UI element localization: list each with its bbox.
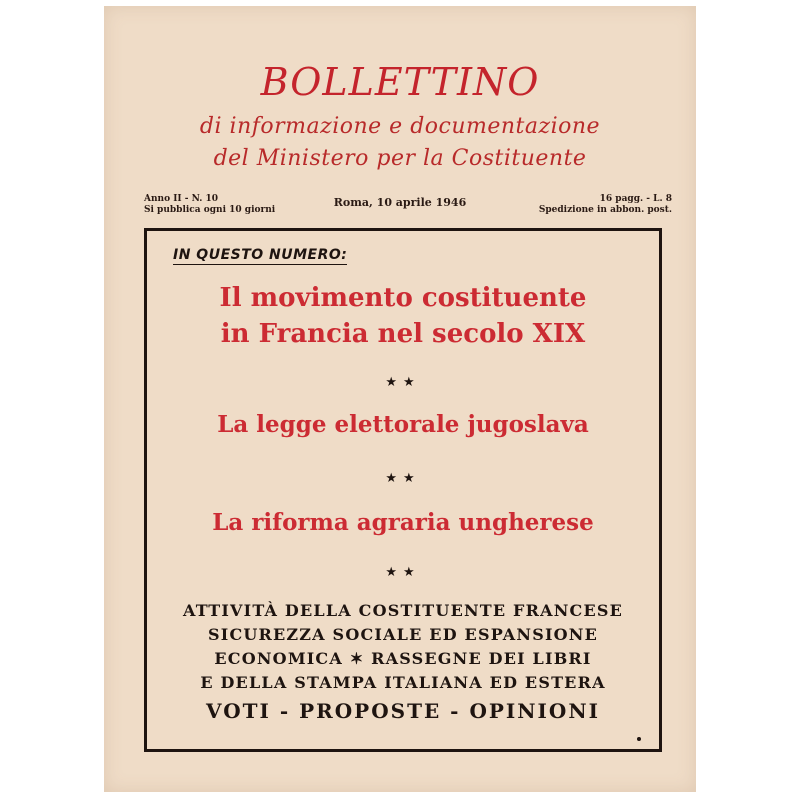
headline-3: La riforma agraria ungherese — [212, 509, 594, 536]
headline-1-line-2: in Francia nel secolo XIX — [220, 319, 586, 349]
document-page — [104, 6, 696, 792]
masthead-title: BOLLETTINO — [260, 60, 540, 104]
contents-label: IN QUESTO NUMERO: — [173, 247, 348, 263]
shipping-info: Spedizione in abbon. post. — [538, 205, 672, 215]
issue-number: Anno II - N. 10 — [144, 194, 219, 204]
headline-2: La legge elettorale jugoslava — [217, 411, 589, 438]
publication-frequency: Si pubblica ogni 10 giorni — [144, 205, 276, 215]
date-place: Roma, 10 aprile 1946 — [333, 196, 467, 209]
masthead-subtitle-line2: del Ministero per la Costituente — [213, 146, 587, 171]
headline-1-line-1: Il movimento costituente — [219, 283, 587, 313]
contents-list-line-2: SICUREZZA SOCIALE ED ESPANSIONE — [208, 625, 598, 644]
star-separator-1: ★★ — [385, 375, 421, 390]
ink-dot — [637, 737, 641, 741]
star-separator-3: ★★ — [385, 565, 421, 580]
star-separator-2: ★★ — [385, 471, 421, 486]
contents-final-line: VOTI - PROPOSTE - OPINIONI — [206, 699, 600, 723]
contents-list-line-1: ATTIVITÀ DELLA COSTITUENTE FRANCESE — [182, 601, 624, 620]
price-info — [539, 194, 672, 216]
pages-price: 16 pagg. - L. 8 — [599, 194, 672, 204]
masthead-subtitle-line1: di informazione e documentazione — [199, 114, 601, 139]
contents-frame — [144, 228, 662, 752]
contents-list-line-4: E DELLA STAMPA ITALIANA ED ESTERA — [200, 673, 606, 692]
contents-list-line-3: ECONOMICA ✶ RASSEGNE DEI LIBRI — [214, 649, 592, 668]
